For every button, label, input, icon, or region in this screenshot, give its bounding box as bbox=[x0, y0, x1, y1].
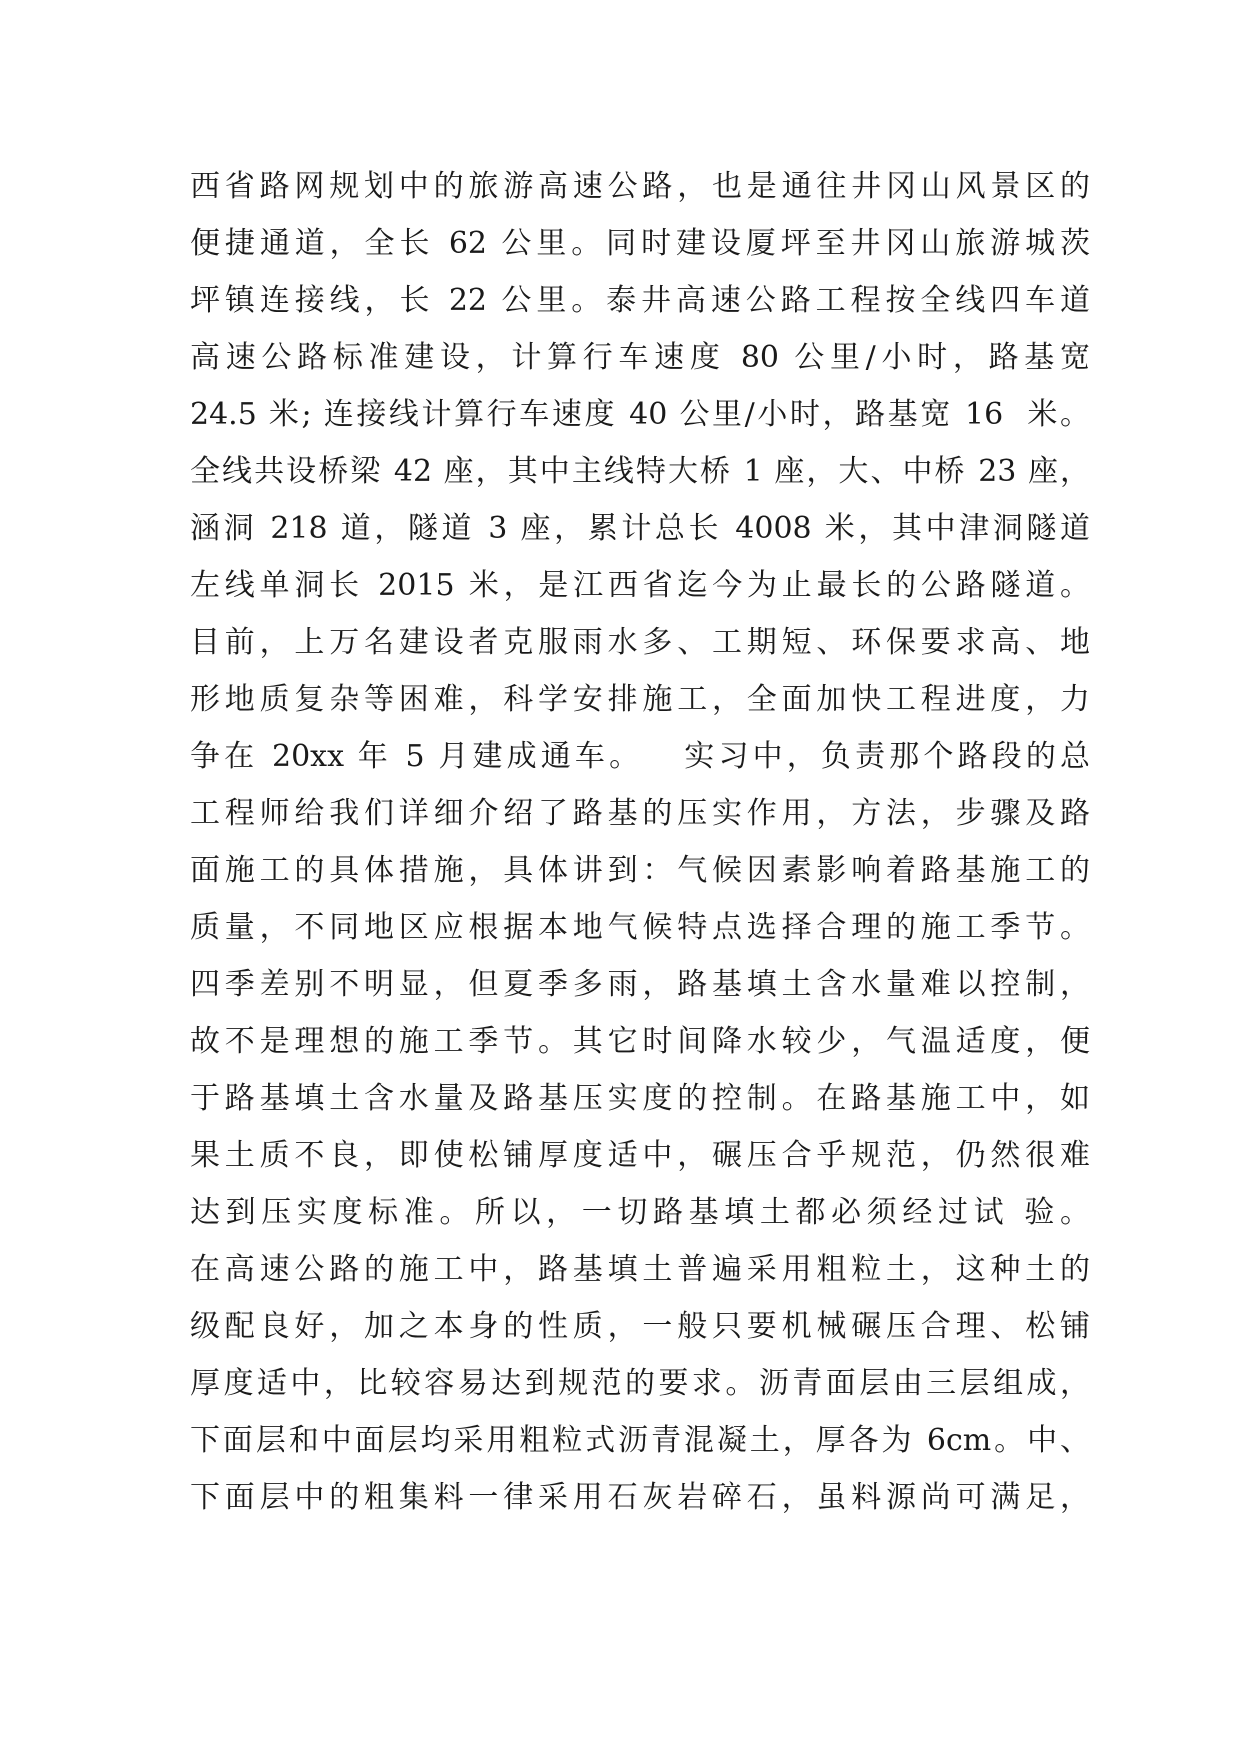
text-line: 于路基填土含水量及路基压实度的控制。在路基施工中，如 bbox=[190, 1081, 1090, 1116]
text-line: 目前，上万名建设者克服雨水多、工期短、环保要求高、地 bbox=[190, 625, 1090, 660]
text-line: 质量，不同地区应根据本地气候特点选择合理的施工季节。 bbox=[190, 910, 1090, 945]
text-line: 坪镇连接线，长 22 公里。泰井高速公路工程按全线四车道 bbox=[190, 283, 1090, 318]
text-line: 达到压实度标准。所以，一切路基填土都必须经过试 验。 bbox=[190, 1195, 1090, 1230]
text-line: 全线共设桥梁 42 座，其中主线特大桥 1 座，大、中桥 23 座， bbox=[190, 454, 1090, 489]
text-line: 级配良好，加之本身的性质，一般只要机械碾压合理、松铺 bbox=[190, 1309, 1090, 1344]
text-line: 厚度适中，比较容易达到规范的要求。沥青面层由三层组成， bbox=[190, 1366, 1090, 1401]
text-line: 形地质复杂等困难，科学安排施工，全面加快工程进度，力 bbox=[190, 682, 1090, 717]
text-line: 下面层中的粗集料一律采用石灰岩碎石，虽料源尚可满足， bbox=[190, 1480, 1090, 1515]
text-line: 工程师给我们详细介绍了路基的压实作用，方法，步骤及路 bbox=[190, 796, 1090, 831]
text-line: 涵洞 218 道，隧道 3 座，累计总长 4008 米，其中津洞隧道 bbox=[190, 511, 1090, 546]
text-line: 四季差别不明显，但夏季多雨，路基填土含水量难以控制， bbox=[190, 967, 1090, 1002]
text-line: 高速公路标准建设，计算行车速度 80 公里/小时，路基宽 bbox=[190, 340, 1090, 375]
text-line: 西省路网规划中的旅游高速公路，也是通往井冈山风景区的 bbox=[190, 169, 1090, 204]
text-line: 故不是理想的施工季节。其它时间降水较少，气温适度，便 bbox=[190, 1024, 1090, 1059]
text-line: 下面层和中面层均采用粗粒式沥青混凝土，厚各为 6cm。中、 bbox=[190, 1423, 1090, 1458]
text-line: 左线单洞长 2015 米，是江西省迄今为止最长的公路隧道。 bbox=[190, 568, 1090, 603]
body-text bbox=[190, 158, 1090, 1526]
text-line: 24.5 米; 连接线计算行车速度 40 公里/小时，路基宽 16 米。 bbox=[190, 397, 1090, 432]
text-line: 便捷通道，全长 62 公里。同时建设厦坪至井冈山旅游城茨 bbox=[190, 226, 1090, 261]
text-line: 面施工的具体措施，具体讲到：气候因素影响着路基施工的 bbox=[190, 853, 1090, 888]
text-line: 果土质不良，即使松铺厚度适中，碾压合乎规范，仍然很难 bbox=[190, 1138, 1090, 1173]
text-line: 争在 20xx 年 5 月建成通车。 实习中，负责那个路段的总 bbox=[190, 739, 1090, 774]
text-line: 在高速公路的施工中，路基填土普遍采用粗粒土，这种土的 bbox=[190, 1252, 1090, 1287]
